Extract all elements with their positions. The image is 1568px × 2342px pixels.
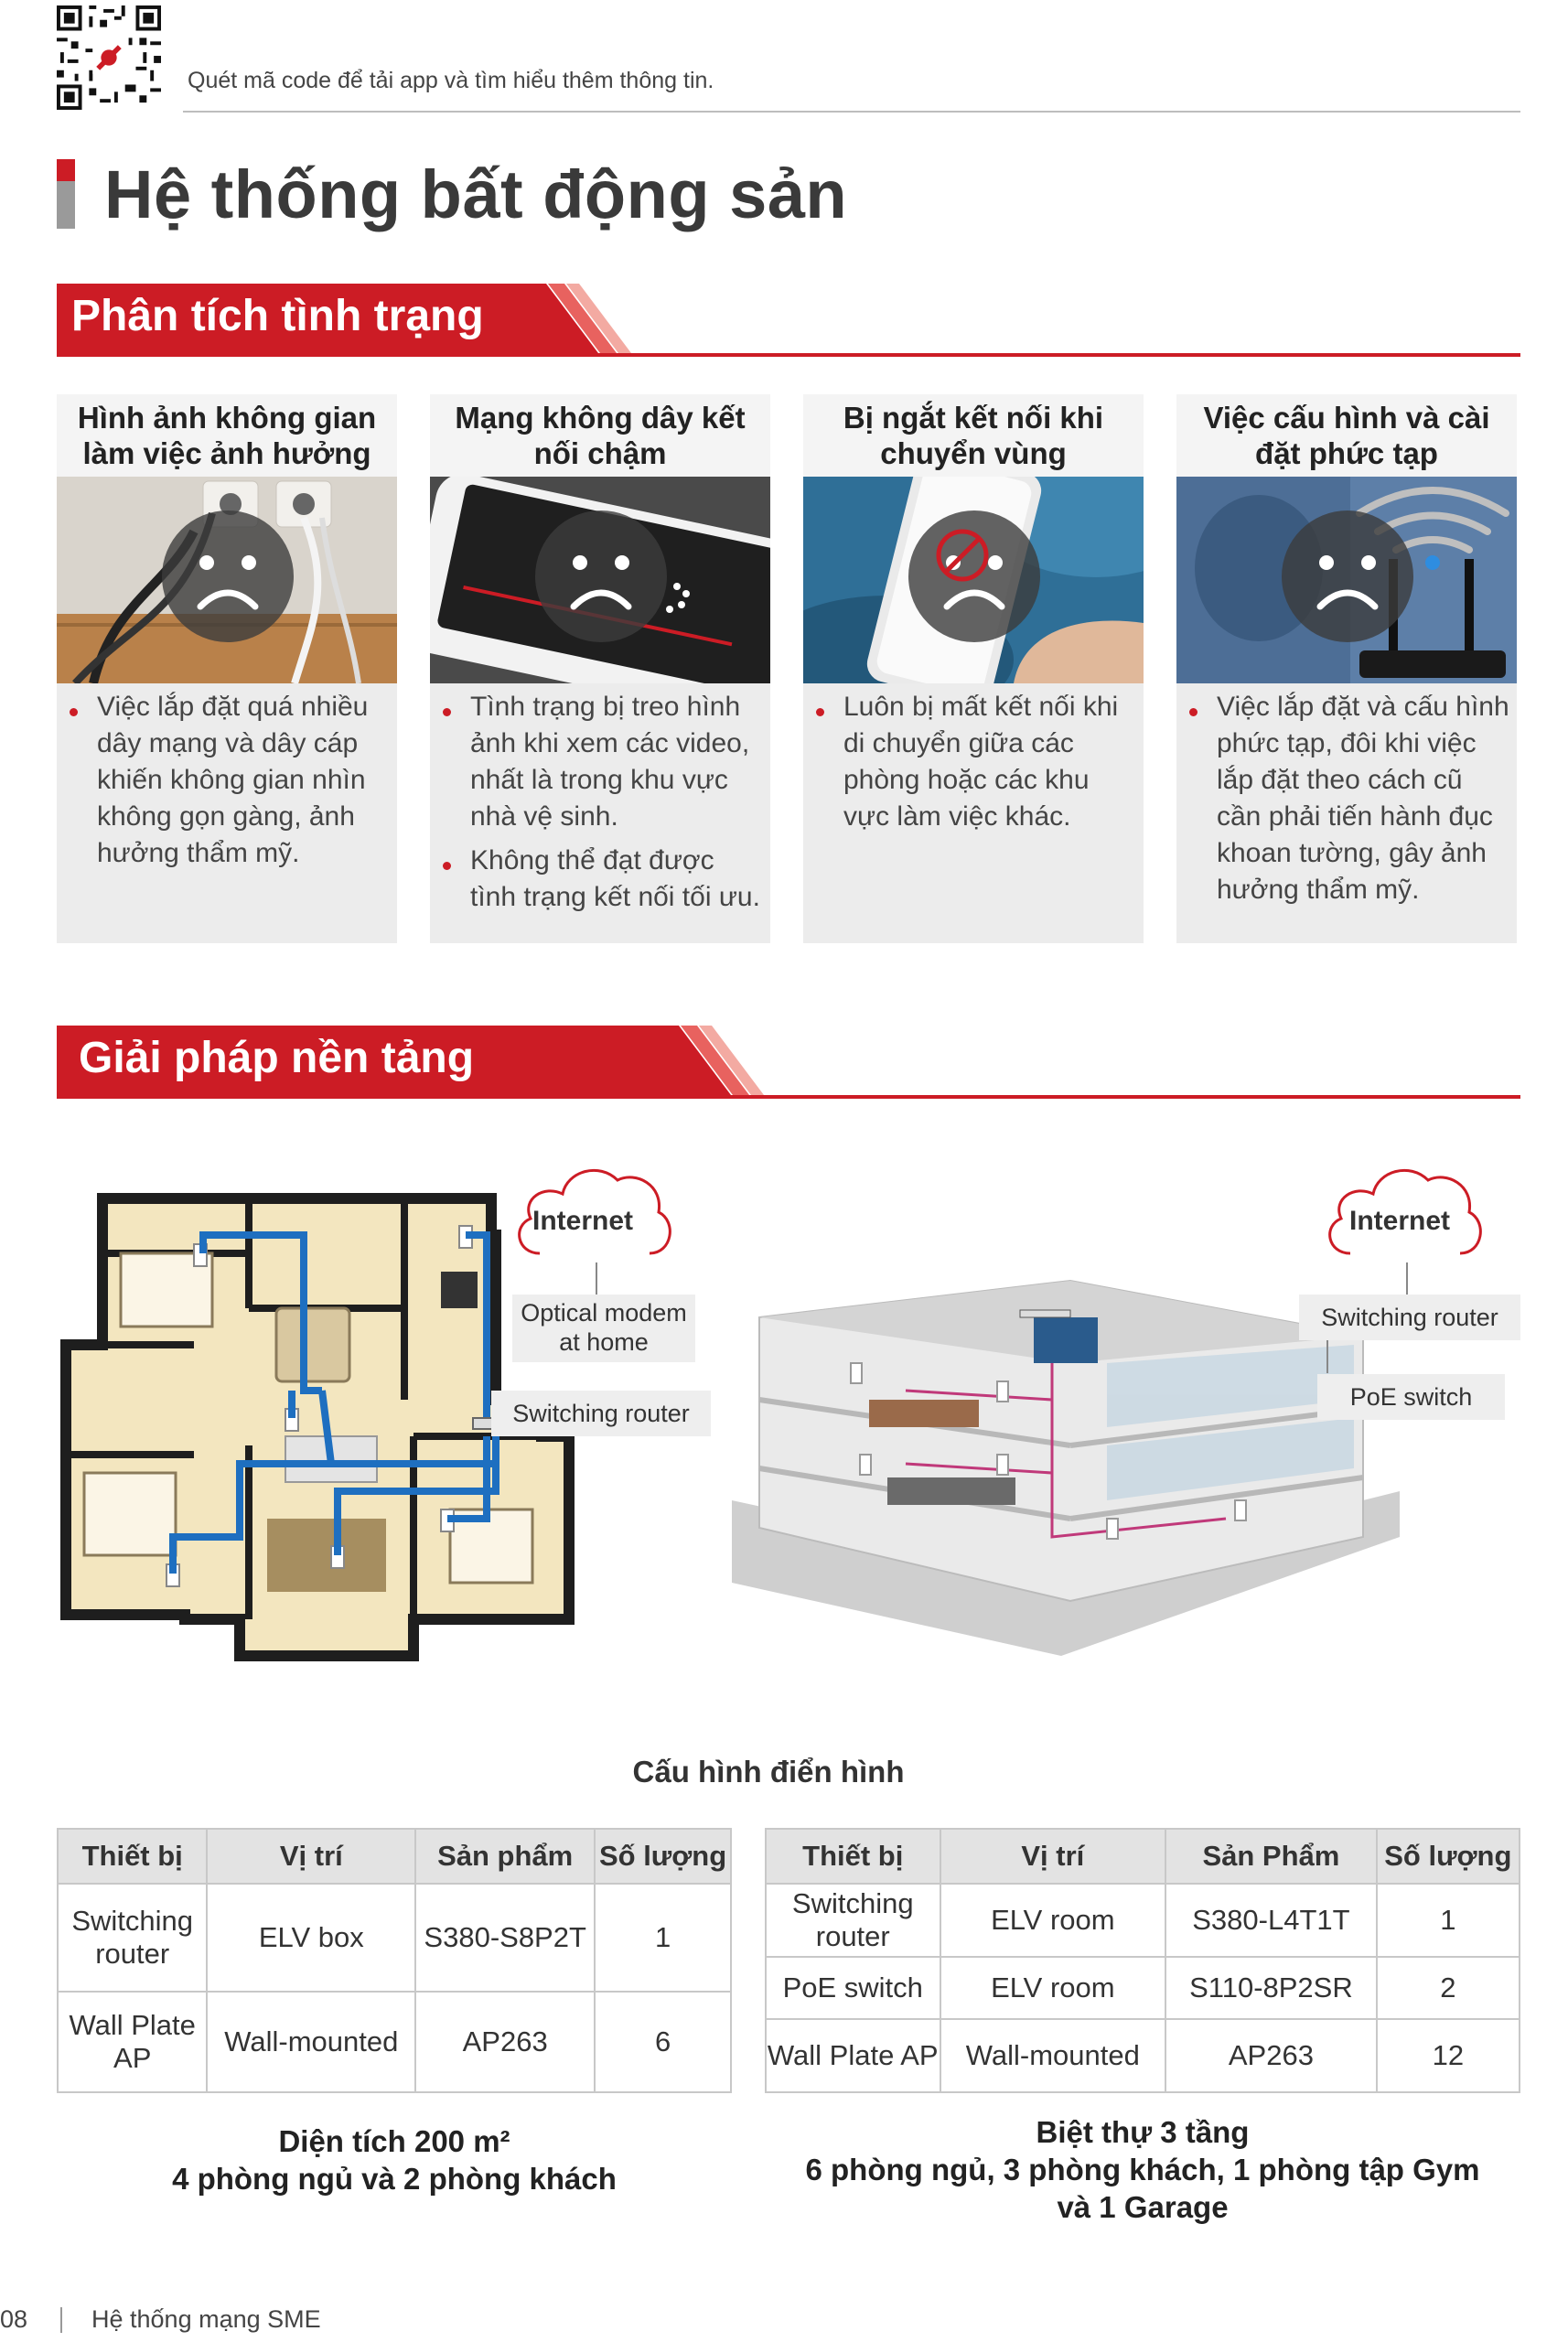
section-header-solution	[57, 1026, 1520, 1099]
col-header: Vị trí	[940, 1829, 1166, 1884]
col-header: Vị trí	[207, 1829, 415, 1884]
card-title: Mạng không dây kết nối chậm	[430, 394, 770, 477]
table-row: Wall Plate AP Wall-mounted AP263 6	[58, 1992, 731, 2092]
qr-code[interactable]	[57, 5, 161, 110]
connector-line	[1326, 1340, 1328, 1373]
col-header: Số lượng	[595, 1829, 731, 1884]
internet-label: Internet	[532, 1206, 634, 1236]
switching-router-label: Switching router	[1299, 1295, 1520, 1340]
caption-line: 6 phòng ngủ, 3 phòng khách, 1 phòng tập Gym	[805, 2153, 1480, 2186]
col-header: Thiết bị	[766, 1829, 940, 1884]
sad-face-icon	[803, 477, 1144, 683]
sad-face-icon	[1176, 477, 1517, 683]
page-title: Hệ thống bất động sản	[104, 156, 848, 232]
config-table-villa	[765, 1828, 1520, 2093]
title-accent-red	[57, 159, 75, 181]
internet-label: Internet	[1349, 1206, 1451, 1236]
switching-router-label: Switching router	[491, 1391, 711, 1436]
table-row: Wall Plate AP Wall-mounted AP263 12	[766, 2019, 1520, 2092]
caption-line: 4 phòng ngủ và 2 phòng khách	[172, 2162, 617, 2196]
scan-instruction: Quét mã code để tải app và tìm hiểu thêm thông tin.	[188, 68, 714, 93]
card-title: Bị ngắt kết nối khi chuyển vùng	[803, 394, 1144, 477]
section-header-analysis	[57, 284, 1520, 357]
section-title: Giải pháp nền tảng	[79, 1034, 475, 1082]
footer-divider	[60, 2307, 62, 2333]
table-row: Switching router ELV box S380-S8P2T 1	[58, 1884, 731, 1992]
header-divider	[183, 111, 1520, 113]
card-bullet: Tình trạng bị treo hình ảnh khi xem các video, nhất là trong khu vực nhà vệ sinh.	[441, 689, 763, 835]
config-title: Cấu hình điển hình	[632, 1755, 905, 1789]
col-header: Sản Phẩm	[1165, 1829, 1377, 1884]
problem-card-workspace	[57, 394, 397, 943]
villa-caption	[765, 2113, 1520, 2226]
problem-card-roaming	[803, 394, 1144, 943]
connector-line	[1406, 1262, 1408, 1299]
sad-face-icon	[430, 477, 770, 683]
poe-switch-label: PoE switch	[1317, 1374, 1505, 1420]
card-bullet: Việc lắp đặt và cấu hình phức tạp, đôi khi việc lắp đặt theo cách cũ cần phải tiến hành đục khoan tường, gây ảnh hưởng thẩm mỹ.	[1187, 689, 1509, 908]
caption-line: Biệt thự 3 tầng	[1036, 2115, 1250, 2149]
table-row: Switching router ELV room S380-L4T1T 1	[766, 1884, 1520, 1957]
sad-face-icon	[57, 477, 397, 683]
card-title: Hình ảnh không gian làm việc ảnh hưởng	[57, 394, 397, 477]
card-bullet: Việc lắp đặt quá nhiều dây mạng và dây cáp khiến không gian nhìn không gọn gàng, ảnh hưởng thẩm mỹ.	[68, 689, 390, 872]
col-header: Số lượng	[1377, 1829, 1520, 1884]
col-header: Thiết bị	[58, 1829, 207, 1884]
section-title: Phân tích tình trạng	[71, 292, 484, 340]
card-bullet: Luôn bị mất kết nối khi di chuyển giữa các phòng hoặc các khu vực làm việc khác.	[814, 689, 1136, 835]
optical-modem-label: Optical modem at home	[512, 1295, 695, 1362]
col-header: Sản phẩm	[415, 1829, 595, 1884]
footer-title: Hệ thống mạng SME	[91, 2305, 321, 2333]
problem-card-slow-wifi	[430, 394, 770, 943]
caption-line: Diện tích 200 m²	[278, 2124, 510, 2158]
card-bullet: Không thể đạt được tình trạng kết nối tối ưu.	[441, 843, 763, 916]
apartment-caption	[57, 2122, 732, 2197]
page-number: 08	[0, 2305, 28, 2333]
config-table-apartment	[57, 1828, 732, 2093]
caption-line: và 1 Garage	[1057, 2190, 1229, 2224]
table-row: PoE switch ELV room S110-8P2SR 2	[766, 1957, 1520, 2019]
villa-diagram	[723, 1262, 1400, 1665]
connector-line	[596, 1262, 597, 1299]
card-title: Việc cấu hình và cài đặt phức tạp	[1176, 394, 1517, 477]
problem-card-setup	[1176, 394, 1517, 943]
